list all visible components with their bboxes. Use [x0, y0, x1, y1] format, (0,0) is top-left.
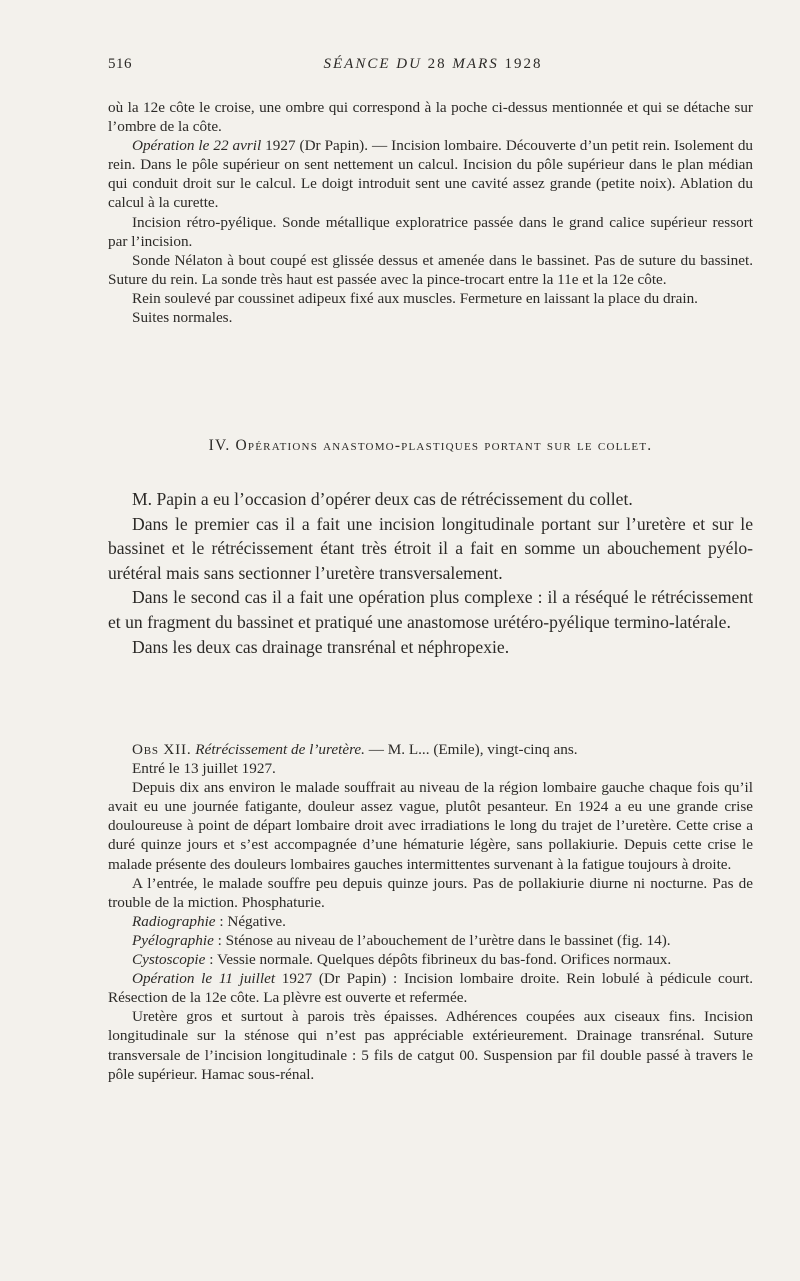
operation-text: 1927 (Dr Papin) : Incision lombaire droite. Rein lobulé à pédicule court. Résection de la 12e côte. La plèvre est ouverte et refermée. [108, 970, 754, 1007]
paragraph-suites: Suites normales. [132, 309, 233, 327]
paragraph-history: Depuis dix ans environ le malade souffrait au niveau de la région lombaire gauche chaque fois qu’il avait eu une journée fatigante, douleur assez vague, plutôt pesanteur. En 1924 a eu une grande crise douloureuse à point de départ lombaire droit avec irradiations le long du trajet de l’uretère. Cette crise a duré quinze jours et s’est accompagnée d’une hématurie légère, sans pollakiurie. Depuis cette crise le malade présente des douleurs lombaires gauches intermittentes survenant à la fatigue toujours à droite. [108, 779, 753, 873]
paragraph-operation [108, 969, 753, 1007]
paragraph-incision: Incision rétro-pyélique. Sonde métallique exploratrice passée dans le grand calice supérieur ressort par l’incision. [108, 213, 753, 250]
paragraph-cystoscopie [108, 950, 753, 969]
operation-report-block [108, 98, 753, 327]
paragraph-admission: A l’entrée, le malade souffre peu depuis quinze jours. Pas de pollakiurie diurne ni nocturne. Pas de trouble de la miction. Phosphaturie. [108, 874, 753, 911]
paragraph-operation-date [108, 136, 753, 212]
running-title-prefix: SÉANCE DU [323, 56, 428, 72]
radiographie-text: : Négative. [215, 912, 286, 930]
operation-date-label: Opération le 22 avril [132, 137, 262, 155]
running-title-year: 1928 [504, 56, 543, 72]
observation-patient: — M. L... (Emile), vingt-cinq ans. [364, 741, 578, 758]
cystoscopie-label: Cystoscopie [132, 951, 206, 969]
running-title-month: MARS [446, 56, 505, 72]
radiographie-label: Radiographie [132, 912, 216, 930]
operation-label: Opération le 11 juillet [132, 970, 276, 988]
operation-date-text: 1927 (Dr Papin). — Incision lombaire. Découverte d’un petit rein. Isolement du rein. Dans le pôle supérieur on sent nettement un calcul. Incision du pôle supérieur dans le plan médian qui conduit droit sur le calcul. Le doigt introduit sent une cavité assez grande (petite noix). Ablation du calcul à la curette. [108, 137, 754, 212]
page-number: 516 [108, 56, 132, 72]
paragraph-uretere: Uretère gros et surtout à parois très épaisses. Adhérences coupées aux ciseaux fins. Incision longitudinale sur la sténose qui n’est pas appréciable extérieurement. Drainage transrénal. Suture transversale de l’incision longitudinale : 5 fils de catgut 00. Suspension par fil double passé à travers le pôle supérieur. Hamac sous-rénal. [108, 1008, 753, 1083]
pyelographie-label: Pyélographie [132, 931, 214, 949]
paragraph-continued: où la 12e côte le croise, une ombre qui correspond à la poche ci-dessus mentionnée et qui se détache sur l’ombre de la côte. [108, 99, 753, 136]
paragraph-second-case: Dans le second cas il a fait une opération plus complexe : il a réséqué le rétrécissement et un fragment du bassinet et pratiqué une anastomose urétéro-pyélique termino-latérale. [108, 587, 753, 632]
paragraph-radiographie [108, 912, 753, 931]
section-heading: IV. Opérations anastomo-plastiques portant sur le collet. [208, 437, 653, 454]
paragraph-entree-date: Entré le 13 juillet 1927. [132, 760, 276, 778]
observation-block [108, 740, 753, 1084]
paragraph-drainage: Dans les deux cas drainage transrénal et néphropexie. [132, 636, 510, 657]
pyelographie-text: : Sténose au niveau de l’abouchement de l’urètre dans le bassinet (fig. 14). [213, 931, 671, 949]
summary-block [108, 487, 753, 659]
paragraph-sonde: Sonde Nélaton à bout coupé est glissée dessus et amenée dans le bassinet. Pas de suture du bassinet. Suture du rein. La sonde très haut est passée avec la pince-trocart entre la 11e et la 12e côte. [108, 251, 753, 288]
observation-subject: Rétrécissement de l’uretère. [195, 741, 365, 758]
observation-label: Obs XII. [132, 741, 192, 758]
paragraph-pyelographie [108, 931, 753, 950]
cystoscopie-text: : Vessie normale. Quelques dépôts fibrineux du bas-fond. Orifices normaux. [205, 951, 672, 969]
paragraph-first-case: Dans le premier cas il a fait une incision longitudinale portant sur l’uretère et sur le bassinet et le rétrécissement étant très étroit il a fait en somme un abouchement pyélo-urétéral mais sans sectionner l’uretère transversalement. [108, 513, 753, 583]
paragraph-papin: M. Papin a eu l’occasion d’opérer deux cas de rétrécissement du collet. [132, 489, 633, 509]
running-title [108, 56, 758, 73]
running-title-day: 28 [427, 56, 447, 72]
page-header [108, 56, 758, 78]
observation-title [108, 740, 753, 759]
paragraph-rein: Rein soulevé par coussinet adipeux fixé aux muscles. Fermeture en laissant la place du drain. [132, 289, 698, 307]
